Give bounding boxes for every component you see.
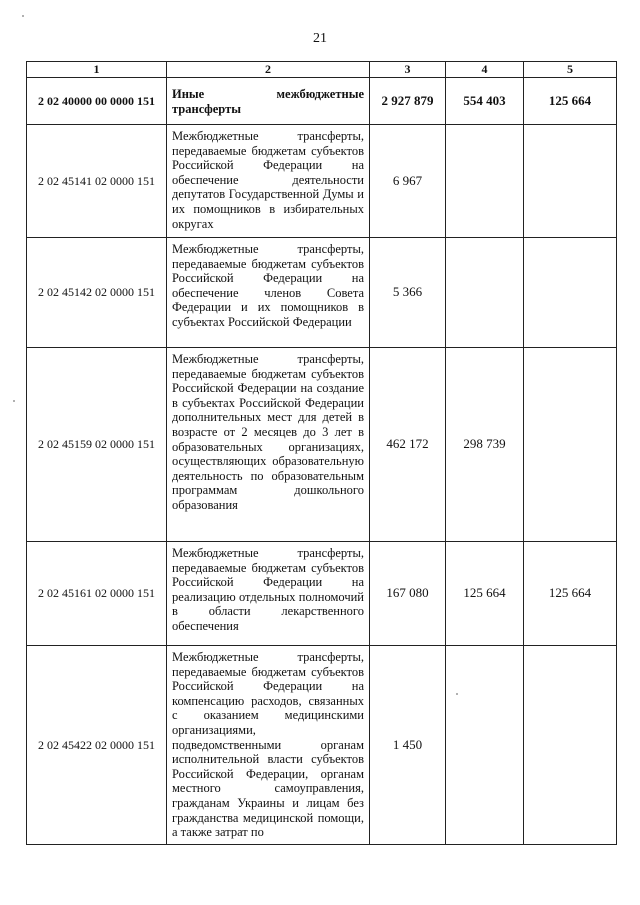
row-description	[167, 125, 370, 238]
amount-col5: 125 664	[524, 78, 617, 125]
amount-col4: 125 664	[446, 542, 524, 646]
column-header: 4	[446, 62, 524, 78]
scan-speck	[13, 400, 15, 402]
row-description-text: Межбюджетные трансферты, передаваемые бюджетам субъектов Российской Федерации на компенсацию расходов, связанных с оказанием медицинскими организациями, подведомственными органам исполнительной власти субъектов Российской Федерации, органам местного самоуправления, гражданам Украины и лицам без гражданства медицинской помощи, а также затрат по	[172, 650, 364, 840]
row-description	[167, 542, 370, 646]
row-description-text: Межбюджетные трансферты, передаваемые бюджетам субъектов Российской Федерации на реализацию отдельных полномочий в области лекарственного обеспечения	[172, 546, 364, 633]
table-row	[27, 348, 617, 542]
amount-col4: 554 403	[446, 78, 524, 125]
column-header: 5	[524, 62, 617, 78]
amount-col4	[446, 238, 524, 348]
row-description	[167, 646, 370, 845]
amount-col3: 462 172	[370, 348, 446, 542]
amount-col5	[524, 125, 617, 238]
column-header: 1	[27, 62, 167, 78]
table-row	[27, 542, 617, 646]
amount-col5	[524, 238, 617, 348]
row-description-text: Межбюджетные трансферты, передаваемые бюджетам субъектов Российской Федерации на создание в субъектах Российской Федерации дополнительных мест для детей в возрасте от 2 месяцев до 3 лет в образовательных организациях, осуществляющих образовательную деятельность по образовательным программам дошкольного образования	[172, 352, 364, 512]
budget-code: 2 02 45422 02 0000 151	[27, 646, 167, 845]
row-description-text: Межбюджетные трансферты, передаваемые бюджетам субъектов Российской Федерации на обеспечение членов Совета Федерации и их помощников в субъектах Российской Федерации	[172, 242, 364, 329]
budget-code: 2 02 45161 02 0000 151	[27, 542, 167, 646]
budget-code: 2 02 45142 02 0000 151	[27, 238, 167, 348]
table-row	[27, 646, 617, 845]
table-header-row	[27, 62, 617, 78]
row-description	[167, 78, 370, 125]
amount-col3: 5 366	[370, 238, 446, 348]
amount-col5	[524, 646, 617, 845]
amount-col4	[446, 125, 524, 238]
row-description	[167, 348, 370, 542]
column-header: 3	[370, 62, 446, 78]
budget-code: 2 02 45141 02 0000 151	[27, 125, 167, 238]
table-row-total	[27, 78, 617, 125]
budget-code: 2 02 40000 00 0000 151	[27, 78, 167, 125]
amount-col3: 167 080	[370, 542, 446, 646]
page-number: 21	[313, 31, 327, 46]
row-description-text: Межбюджетные трансферты, передаваемые бюджетам субъектов Российской Федерации на обеспечение деятельности депутатов Государственной Думы и их помощников в избирательных округах	[172, 129, 364, 231]
amount-col3: 2 927 879	[370, 78, 446, 125]
budget-code: 2 02 45159 02 0000 151	[27, 348, 167, 542]
column-header: 2	[167, 62, 370, 78]
amount-col4	[446, 646, 524, 845]
amount-col3: 1 450	[370, 646, 446, 845]
scan-speck	[22, 15, 24, 17]
row-description-text: Иные межбюджетные трансферты	[172, 87, 364, 116]
amount-col5: 125 664	[524, 542, 617, 646]
amount-col3: 6 967	[370, 125, 446, 238]
table-row	[27, 125, 617, 238]
table-row	[27, 238, 617, 348]
amount-col4: 298 739	[446, 348, 524, 542]
row-description	[167, 238, 370, 348]
budget-table	[26, 61, 617, 845]
amount-col5	[524, 348, 617, 542]
